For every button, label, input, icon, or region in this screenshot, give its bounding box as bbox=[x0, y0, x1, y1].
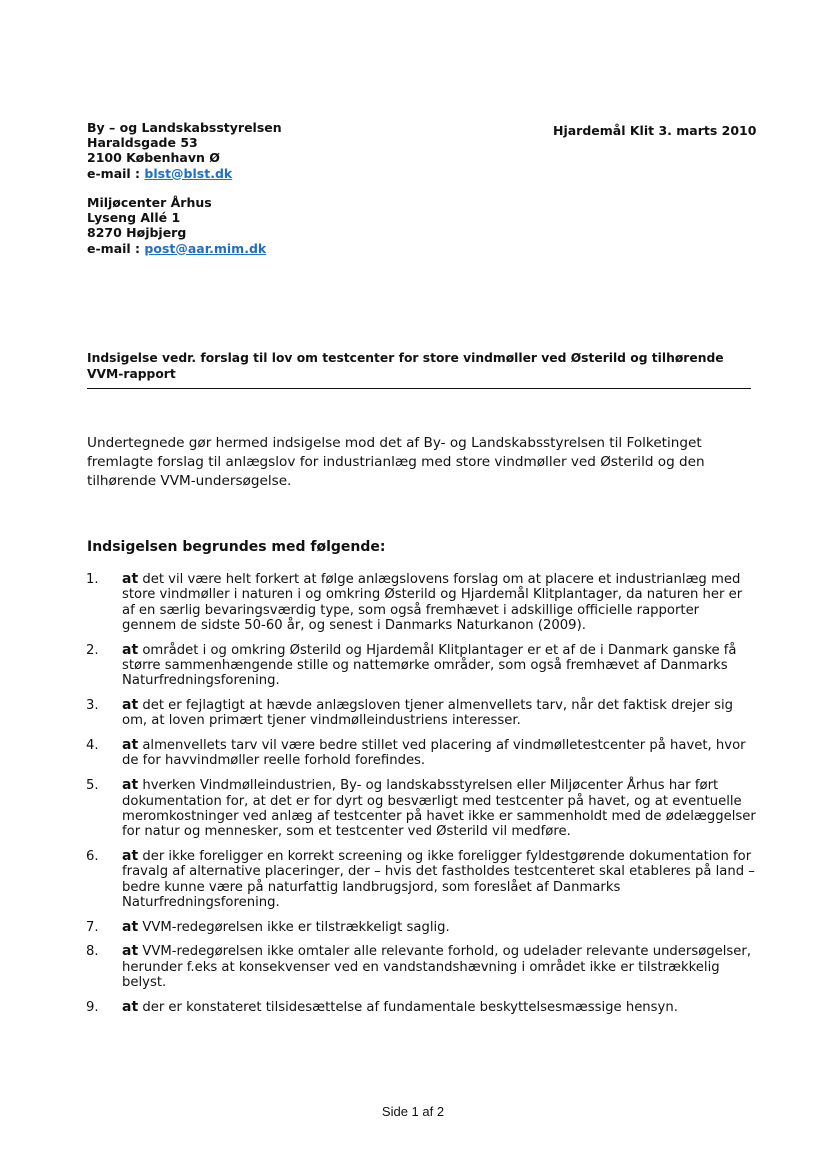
item-number: 9. bbox=[86, 999, 99, 1015]
item-number: 3. bbox=[86, 698, 99, 714]
item-number: 7. bbox=[86, 919, 99, 935]
recipient-street: Lyseng Allé 1 bbox=[87, 210, 181, 226]
page-footer: Side 1 af 2 bbox=[381, 1104, 445, 1119]
subject-line: Indsigelse vedr. forslag til lov om testcenter for store vindmøller ved Østerild og tilhørende VVM-rapport bbox=[87, 351, 724, 381]
item-keyword: at bbox=[122, 943, 139, 960]
intro-paragraph: Undertegnede gør hermed indsigelse mod det af By- og Landskabsstyrelsen til Folketinget fremlagte forslag til anlægslov for industrianlæg med store vindmøller ved Østerild og den tilhørende VVM-undersøgelse. bbox=[87, 435, 705, 489]
item-number: 2. bbox=[86, 642, 99, 658]
item-keyword: at bbox=[122, 777, 139, 794]
item-text: det vil være helt forkert at følge anlægslovens forslag om at placere et industrianlæg med store vindmøller i naturen i og omkring Østerild og Hjardemål Klitplantager, da naturen her er af en særlig bevaringsværdig type, som også fremhævet i adskillige officielle rapporter gennem de sidste 50-60 år, og senest i Danmarks Naturkanon (2009). bbox=[122, 572, 743, 633]
item-keyword: at bbox=[122, 641, 139, 658]
recipient-address bbox=[87, 195, 266, 256]
list-item bbox=[86, 920, 756, 935]
list-item bbox=[86, 778, 756, 839]
recipient-email-link[interactable]: post@aar.mim.dk bbox=[144, 240, 267, 256]
item-number: 8. bbox=[86, 944, 99, 960]
recipient-city: 8270 Højbjerg bbox=[87, 225, 187, 241]
reasons-heading: Indsigelsen begrundes med følgende: bbox=[87, 539, 386, 555]
item-text: området i og omkring Østerild og Hjardemål Klitplantager er et af de i Danmark ganske få større sammenhængende stille og nattemørke områder, som også fremhævet af Danmarks Naturfredningsforening. bbox=[122, 642, 737, 689]
sender-email-link[interactable]: blst@blst.dk bbox=[144, 165, 233, 181]
item-keyword: at bbox=[122, 697, 139, 714]
list-item bbox=[86, 849, 756, 910]
item-keyword: at bbox=[122, 918, 139, 935]
list-item bbox=[86, 572, 756, 633]
recipient-email-line bbox=[87, 241, 266, 256]
item-number: 6. bbox=[86, 848, 99, 864]
item-text: der ikke foreligger en korrekt screening og ikke foreligger fyldestgørende dokumentation for fravalg af alternative placeringer, der – hvis det fastholdes testcenteret skal etableres på land – bedre kunne være på naturfattig landbrugsjord, som foreslået af Danmarks Naturfredningsforening. bbox=[122, 848, 755, 910]
list-item bbox=[86, 944, 756, 990]
sender-city: 2100 København Ø bbox=[87, 150, 220, 166]
sender-email-label: e-mail : bbox=[87, 165, 145, 181]
item-text: VVM-redegørelsen ikke omtaler alle relevante forhold, og udelader relevante undersøgelser, herunder f.eks at konsekvenser ved en vandstandshævning i området ikke er tilstrækkelig belyst. bbox=[122, 944, 752, 991]
item-text: hverken Vindmølleindustrien, By- og landskabsstyrelsen eller Miljøcenter Århus har ført dokumentation for, at det er for dyrt og besværligt med testcenter på havet, og at eventuelle meromkostninger ved anlæg af testcenter på havet ikke er sammenholdt med de ødelæggelser for natur og mennesker, som et testcenter ved Østerild vil medføre. bbox=[122, 778, 756, 840]
letter-date: Hjardemål Klit 3. marts 2010 bbox=[553, 123, 757, 138]
list-item bbox=[86, 698, 756, 729]
item-keyword: at bbox=[122, 737, 139, 754]
subject-divider bbox=[87, 388, 751, 389]
sender-street: Haraldsgade 53 bbox=[87, 135, 198, 151]
sender-address bbox=[87, 120, 282, 181]
item-text: der er konstateret tilsidesættelse af fundamentale beskyttelsesmæssige hensyn. bbox=[138, 999, 678, 1015]
list-item bbox=[86, 1000, 756, 1015]
item-keyword: at bbox=[122, 998, 139, 1015]
recipient-org: Miljøcenter Århus bbox=[87, 195, 212, 210]
item-keyword: at bbox=[122, 847, 139, 864]
list-item bbox=[86, 738, 756, 769]
item-number: 1. bbox=[86, 572, 99, 587]
item-text: VVM-redegørelsen ikke er tilstrækkeligt saglig. bbox=[138, 919, 450, 935]
item-text: almenvellets tarv vil være bedre stillet ved placering af vindmølletestcenter på havet, hvor de for havvindmøller reelle forhold forefindes. bbox=[122, 738, 746, 769]
item-keyword: at bbox=[122, 571, 139, 587]
item-number: 5. bbox=[86, 778, 99, 794]
item-number: 4. bbox=[86, 738, 99, 754]
item-text: det er fejlagtigt at hævde anlægsloven tjener almenvellets tarv, når det faktisk drejer sig om, at loven primært tjener vindmølleindustriens interesser. bbox=[122, 698, 733, 729]
sender-org: By – og Landskabsstyrelsen bbox=[87, 120, 282, 135]
recipient-email-label: e-mail : bbox=[87, 240, 145, 256]
sender-email-line bbox=[87, 166, 282, 181]
list-item bbox=[86, 643, 756, 689]
reasons-list bbox=[86, 572, 756, 1025]
